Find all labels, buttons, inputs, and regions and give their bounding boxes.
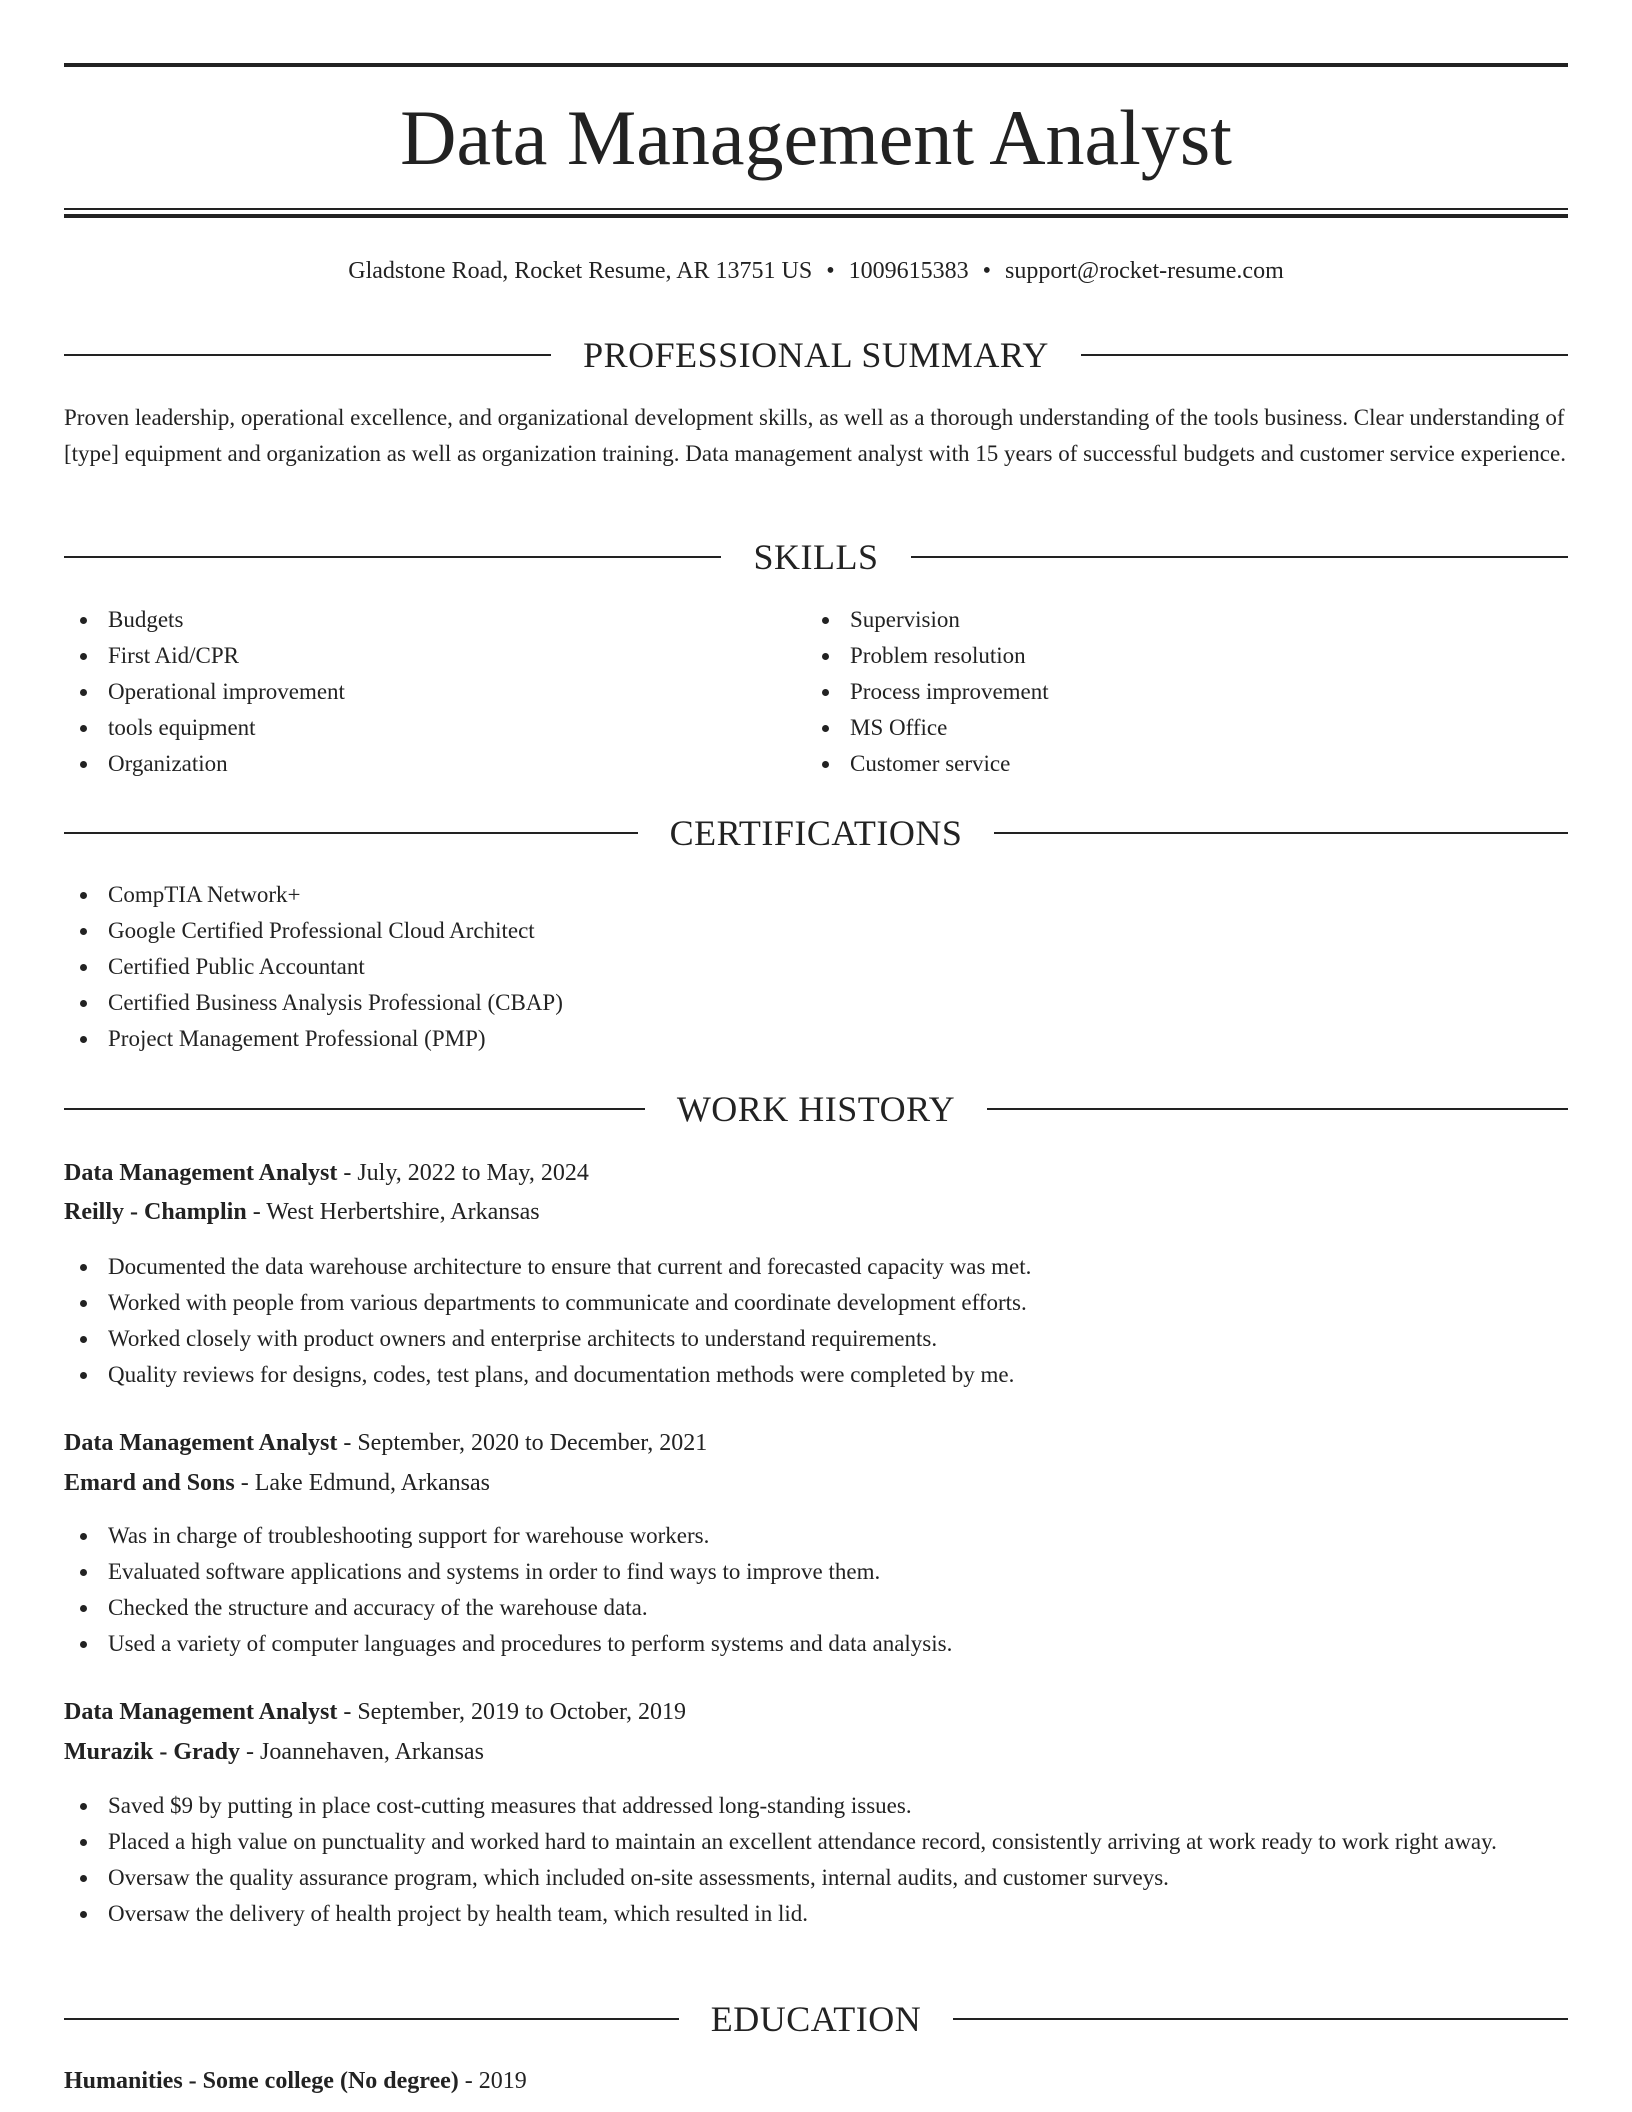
job-title-line bbox=[64, 1425, 1568, 1461]
list-item: MS Office bbox=[806, 710, 1566, 746]
job-dates: - September, 2019 to October, 2019 bbox=[337, 1699, 686, 1725]
section-header-education bbox=[64, 1997, 1568, 2041]
list-item: Worked with people from various departments to communicate and coordinate development efforts. bbox=[64, 1285, 1568, 1321]
job-duties-list bbox=[64, 1249, 1568, 1393]
list-item: Checked the structure and accuracy of the warehouse data. bbox=[64, 1590, 1568, 1626]
list-item: Budgets bbox=[64, 602, 804, 638]
section-title-work-history: WORK HISTORY bbox=[645, 1089, 987, 1129]
job-dates: - July, 2022 to May, 2024 bbox=[337, 1160, 589, 1186]
list-item: Saved $9 by putting in place cost-cutting measures that addressed long-standing issues. bbox=[64, 1788, 1568, 1824]
section-title-education: EDUCATION bbox=[679, 1999, 953, 2039]
list-item: Evaluated software applications and systems in order to find ways to improve them. bbox=[64, 1554, 1568, 1590]
section-header-skills bbox=[64, 535, 1568, 579]
certifications-list bbox=[64, 877, 1568, 1057]
list-item: Oversaw the quality assurance program, which included on-site assessments, internal audits, and customer surveys. bbox=[64, 1860, 1568, 1896]
section-title-certifications: CERTIFICATIONS bbox=[638, 813, 995, 853]
list-item: Google Certified Professional Cloud Architect bbox=[64, 913, 1568, 949]
list-item: Problem resolution bbox=[806, 638, 1566, 674]
list-item: Operational improvement bbox=[64, 674, 804, 710]
section-header-certifications bbox=[64, 811, 1568, 855]
education-line bbox=[64, 2063, 1568, 2099]
list-item: First Aid/CPR bbox=[64, 638, 804, 674]
job-location: - Joannehaven, Arkansas bbox=[239, 1739, 484, 1765]
section-title-skills: SKILLS bbox=[721, 537, 910, 577]
list-item: Process improvement bbox=[806, 674, 1566, 710]
job-title: Data Management Analyst bbox=[64, 1430, 338, 1456]
top-rule bbox=[64, 63, 1568, 67]
job-title: Data Management Analyst bbox=[64, 1160, 338, 1186]
job-title-line bbox=[64, 1155, 1568, 1191]
job-location: - West Herbertshire, Arkansas bbox=[246, 1199, 540, 1225]
job-company-line bbox=[64, 1465, 1568, 1501]
section-title-summary: PROFESSIONAL SUMMARY bbox=[551, 335, 1081, 375]
list-item: Certified Business Analysis Professional (CBAP) bbox=[64, 985, 1568, 1021]
list-item: Project Management Professional (PMP) bbox=[64, 1021, 1568, 1057]
contact-phone: 1009615383 bbox=[848, 258, 969, 284]
job-title-line bbox=[64, 1694, 1568, 1730]
job-company: Reilly - Champlin bbox=[64, 1199, 247, 1225]
job-company-line bbox=[64, 1734, 1568, 1770]
list-item: Customer service bbox=[806, 746, 1566, 782]
job-location: - Lake Edmund, Arkansas bbox=[234, 1470, 491, 1496]
title-rule-lower bbox=[64, 214, 1568, 218]
job-company-line bbox=[64, 1194, 1568, 1230]
contact-separator: • bbox=[826, 258, 835, 284]
education-degree: Humanities - Some college (No degree) bbox=[64, 2068, 459, 2094]
list-item: Quality reviews for designs, codes, test plans, and documentation methods were completed by me. bbox=[64, 1357, 1568, 1393]
contact-address: Gladstone Road, Rocket Resume, AR 13751 US bbox=[348, 258, 813, 284]
list-item: Placed a high value on punctuality and worked hard to maintain an excellent attendance record, consistently arriving at work ready to work right away. bbox=[64, 1824, 1568, 1860]
job-company: Murazik - Grady bbox=[64, 1739, 240, 1765]
list-item: Was in charge of troubleshooting support for warehouse workers. bbox=[64, 1518, 1568, 1554]
list-item: CompTIA Network+ bbox=[64, 877, 1568, 913]
job-duties-list bbox=[64, 1518, 1568, 1662]
skills-list-left bbox=[64, 602, 804, 782]
skills-list-right bbox=[806, 602, 1566, 782]
contact-line bbox=[64, 254, 1568, 288]
job-company: Emard and Sons bbox=[64, 1470, 235, 1496]
list-item: Supervision bbox=[806, 602, 1566, 638]
list-item: Certified Public Accountant bbox=[64, 949, 1568, 985]
page-title: Data Management Analyst bbox=[400, 94, 1232, 181]
summary-text: Proven leadership, operational excellence, and organizational development skills, as well as a thorough understanding of the tools business. Clear understanding of [type] equipment and organization as well as organization training. Data management analyst with 15 years of successful budgets and customer service experience. bbox=[64, 405, 1566, 466]
list-item: tools equipment bbox=[64, 710, 804, 746]
list-item: Oversaw the delivery of health project by health team, which resulted in lid. bbox=[64, 1896, 1568, 1932]
contact-email: support@rocket-resume.com bbox=[1005, 258, 1284, 284]
job-dates: - September, 2020 to December, 2021 bbox=[337, 1430, 708, 1456]
section-header-work-history bbox=[64, 1087, 1568, 1131]
title-rule-upper bbox=[64, 208, 1568, 210]
list-item: Used a variety of computer languages and procedures to perform systems and data analysis. bbox=[64, 1626, 1568, 1662]
list-item: Organization bbox=[64, 746, 804, 782]
contact-separator: • bbox=[982, 258, 992, 284]
list-item: Documented the data warehouse architecture to ensure that current and forecasted capacity was met. bbox=[64, 1249, 1568, 1285]
job-title: Data Management Analyst bbox=[64, 1699, 338, 1725]
section-header-summary bbox=[64, 333, 1568, 377]
education-year: - 2019 bbox=[458, 2068, 527, 2094]
list-item: Worked closely with product owners and enterprise architects to understand requirements. bbox=[64, 1321, 1568, 1357]
job-duties-list bbox=[64, 1788, 1568, 1932]
